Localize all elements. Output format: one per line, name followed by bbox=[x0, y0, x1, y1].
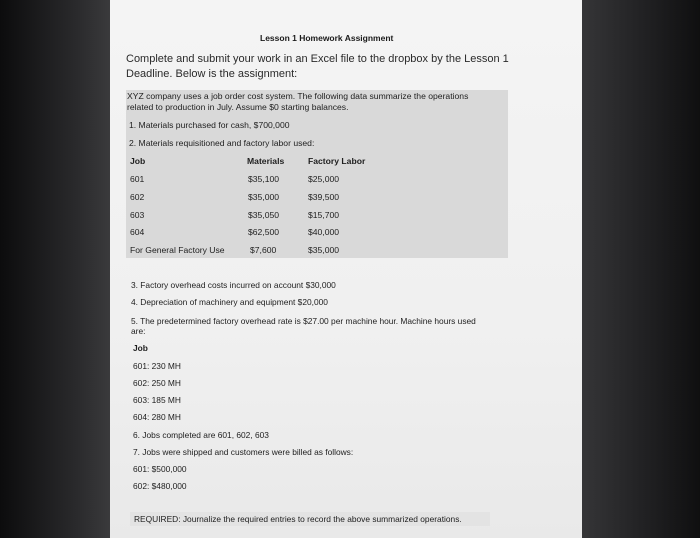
billed-item: 601: $500,000 bbox=[133, 464, 187, 474]
item-1: 1. Materials purchased for cash, $700,000 bbox=[129, 120, 290, 130]
item-5-line-1: 5. The predetermined factory overhead rate is $27.00 per machine hour. Machine hours used bbox=[131, 316, 476, 326]
table-row-labor: $40,000 bbox=[308, 227, 340, 237]
item-3: 3. Factory overhead costs incurred on account $30,000 bbox=[131, 280, 336, 290]
company-line-1: XYZ company uses a job order cost system. The following data summarize the operations bbox=[127, 91, 469, 101]
background-left bbox=[0, 0, 110, 538]
table-row-materials: $35,100 bbox=[248, 174, 280, 184]
table-header-materials: Materials bbox=[247, 156, 285, 166]
table-row-materials: $7,600 bbox=[250, 245, 277, 255]
item-2: 2. Materials requisitioned and factory labor used: bbox=[129, 138, 315, 148]
table-row-job: 601 bbox=[130, 174, 145, 184]
machine-hours-item: 602: 250 MH bbox=[133, 378, 181, 388]
company-line-2: related to production in July. Assume $0 starting balances. bbox=[127, 102, 349, 112]
document-page bbox=[110, 0, 582, 538]
item-4: 4. Depreciation of machinery and equipment $20,000 bbox=[131, 297, 328, 307]
item-6: 6. Jobs completed are 601, 602, 603 bbox=[133, 430, 269, 440]
table-row-labor: $39,500 bbox=[308, 192, 340, 202]
table-row-materials: $35,050 bbox=[248, 210, 280, 220]
table-row-labor: $25,000 bbox=[308, 174, 340, 184]
document-title: Lesson 1 Homework Assignment bbox=[260, 33, 394, 43]
machine-hours-item: 603: 185 MH bbox=[133, 395, 181, 405]
table-header-labor: Factory Labor bbox=[308, 156, 366, 166]
table-row-job: 604 bbox=[130, 227, 145, 237]
table-row-materials: $62,500 bbox=[248, 227, 280, 237]
machine-hours-item: 604: 280 MH bbox=[133, 412, 181, 422]
table-row-labor: $15,700 bbox=[308, 210, 340, 220]
table-row-job: 602 bbox=[130, 192, 145, 202]
table-row-materials: $35,000 bbox=[248, 192, 280, 202]
table-header-job: Job bbox=[130, 156, 146, 166]
table-row-job: 603 bbox=[130, 210, 145, 220]
machine-hours-header: Job bbox=[133, 343, 148, 353]
billed-item: 602: $480,000 bbox=[133, 481, 187, 491]
background-right bbox=[582, 0, 700, 538]
machine-hours-item: 601: 230 MH bbox=[133, 361, 181, 371]
item-5-line-2: are: bbox=[131, 326, 146, 336]
required-statement: REQUIRED: Journalize the required entries to record the above summarized operations. bbox=[134, 514, 462, 524]
item-7: 7. Jobs were shipped and customers were billed as follows: bbox=[133, 447, 354, 457]
table-row-job: For General Factory Use bbox=[130, 245, 225, 255]
intro-paragraph: Complete and submit your work in an Excel file to the dropbox by the Lesson 1 Deadline. Below is the assignment: bbox=[126, 53, 509, 80]
table-row-labor: $35,000 bbox=[308, 245, 340, 255]
